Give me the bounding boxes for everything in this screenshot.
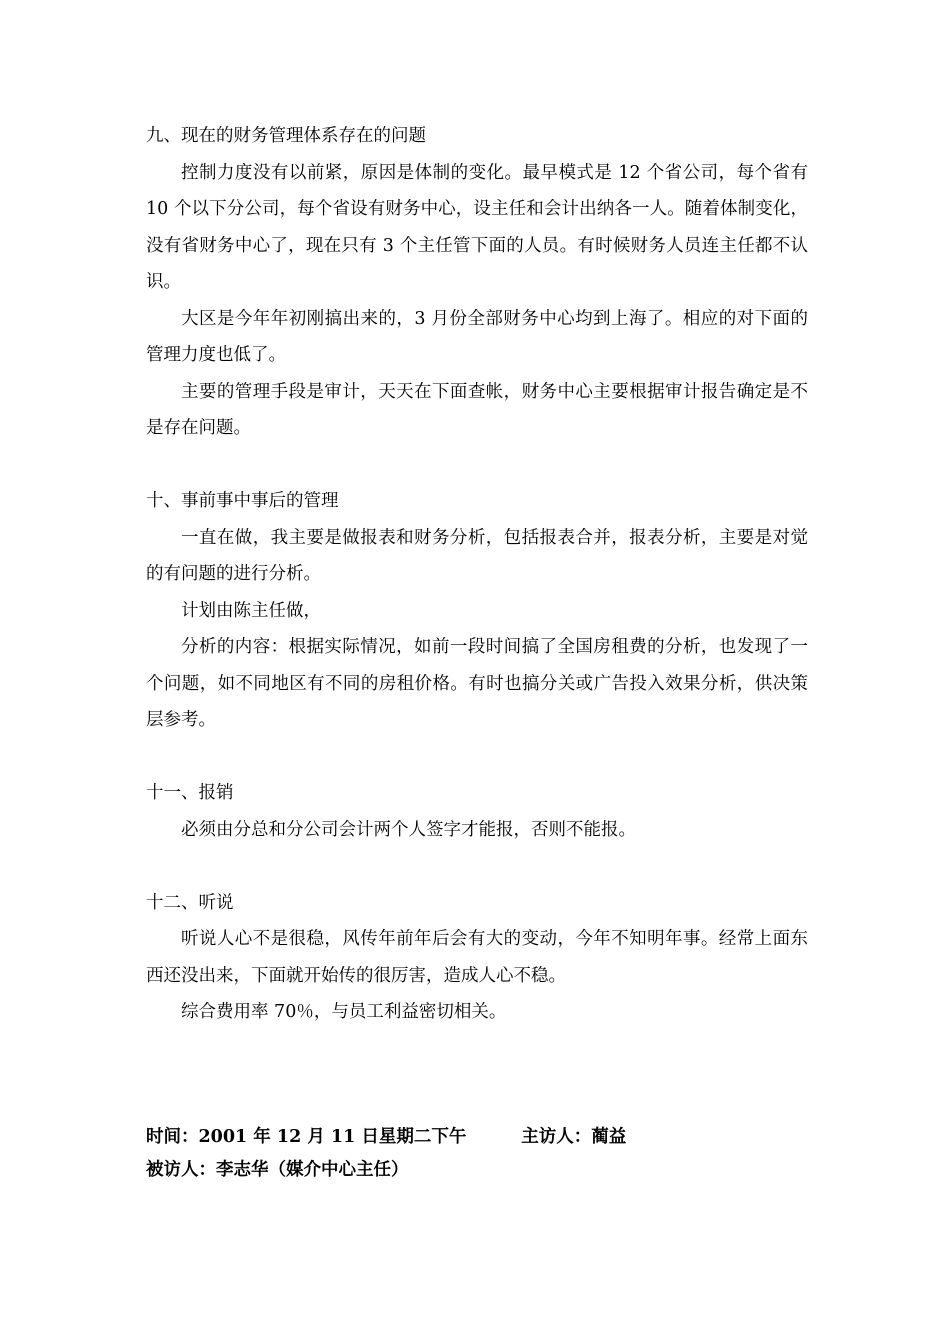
section-11 [146, 775, 808, 848]
paragraph: 听说人心不是很稳，风传年前年后会有大的变动，今年不知明年事。经常上面东西还没出来，下面就开始传的很厉害，造成人心不稳。 [146, 929, 808, 986]
section-12 [146, 885, 808, 1031]
section-heading: 九、现在的财务管理体系存在的问题 [146, 126, 426, 146]
paragraph: 必须由分总和分公司会计两个人签字才能报，否则不能报。 [181, 819, 636, 840]
paragraph: 综合费用率 70％，与员工利益密切相关。 [181, 1002, 507, 1022]
paragraph: 主要的管理手段是审计，天天在下面查帐，财务中心主要根据审计报告确定是不是存在问题。 [146, 381, 808, 438]
section-heading: 十一、报销 [146, 783, 234, 803]
paragraph: 一直在做，我主要是做报表和财务分析，包括报表合并，报表分析，主要是对觉的有问题的进行分析。 [146, 527, 808, 584]
interviewee: 被访人：李志华（媒介中心主任） [146, 1159, 409, 1180]
section-heading: 十二、听说 [146, 892, 234, 913]
document-page [146, 118, 808, 1187]
paragraph: 计划由陈主任做， [181, 600, 321, 621]
section-10 [146, 483, 808, 739]
interview-time-interviewer: 时间：2001 年 12 月 11 日星期二下午 主访人：蔺益 [146, 1126, 627, 1147]
spacer [146, 1031, 808, 1121]
paragraph: 控制力度没有以前紧，原因是体制的变化。最早模式是 12 个省公司，每个省有 10 个以下分公司，每个省设有财务中心，设主任和会计出纳各一人。随着体制变化，没有省财务中心了，现在只有 3 个主任管下面的人员。有时候财务人员连主任都不认识。 [146, 162, 808, 292]
spacer [146, 739, 808, 776]
interview-meta [146, 1121, 808, 1187]
paragraph: 分析的内容：根据实际情况，如前一段时间搞了全国房租费的分析，也发现了一个问题，如不同地区有不同的房租价格。有时也搞分关或广告投入效果分析，供决策层参考。 [146, 637, 808, 730]
section-heading: 十、事前事中事后的管理 [146, 491, 339, 511]
spacer [146, 447, 808, 484]
spacer [146, 848, 808, 885]
paragraph: 大区是今年年初刚搞出来的，3 月份全部财务中心均到上海了。相应的对下面的管理力度也低了。 [146, 308, 808, 365]
section-9 [146, 118, 808, 447]
